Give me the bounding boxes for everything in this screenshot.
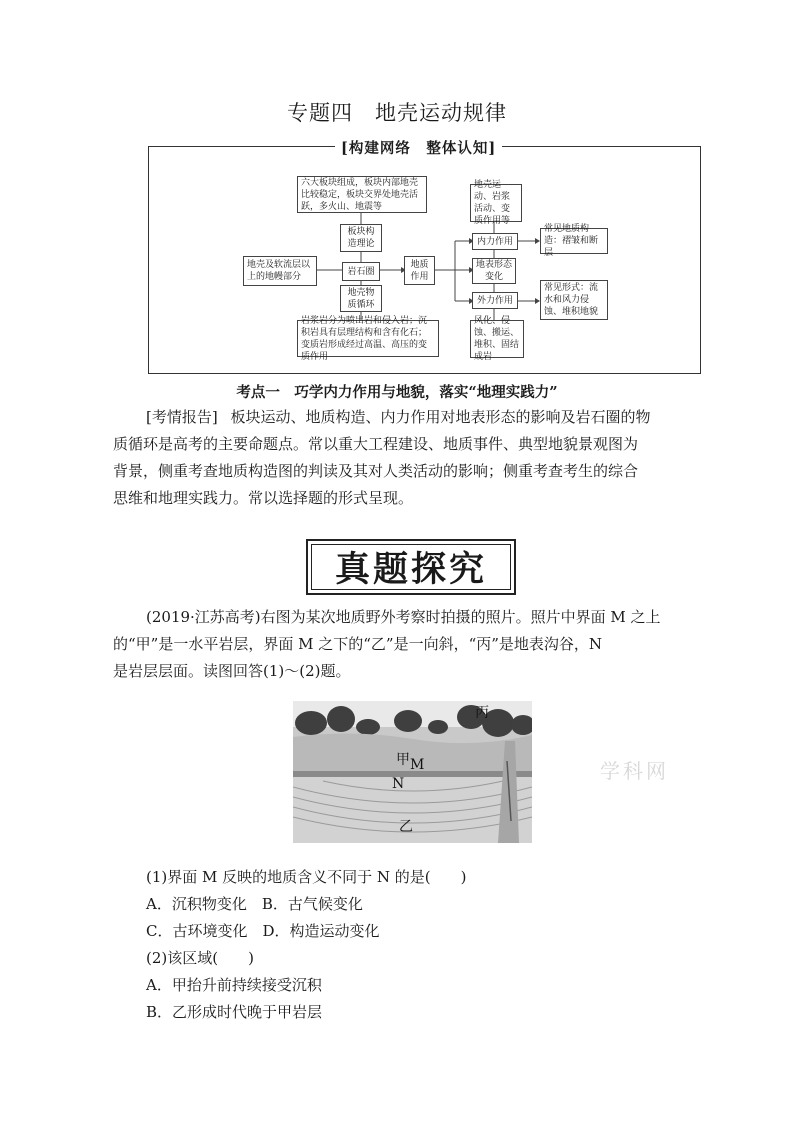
intro-line-1-text: 右图为某次地质野外考察时拍摄的照片。照片中界面 M 之上: [260, 608, 661, 626]
intro-source: (2019·江苏高考): [146, 608, 261, 626]
box-internal-result: 常见地质构造：褶皱和断层: [540, 228, 608, 254]
watermark: 学科网: [600, 759, 669, 783]
box-plates-info: 六大板块组成，板块内部地壳比较稳定，板块交界处地壳活跃，多火山、地震等: [297, 176, 427, 213]
report-line-2: 质循环是高考的主要命题点。常以重大工程建设、地质事件、典型地貌景观图为: [113, 435, 639, 453]
report-line-1: [146, 404, 686, 431]
intro-line-2: 的“甲”是一水平岩层，界面 M 之下的“乙”是一向斜，“丙”是地表沟谷，N: [113, 635, 603, 653]
box-plate-theory: 板块构造理论: [340, 224, 382, 252]
report-line-4: 思维和地理实践力。常以选择题的形式呈现。: [113, 489, 414, 507]
report-line-3: 背景，侧重考查地质构造图的判读及其对人类活动的影响；侧重考查考生的综合: [113, 462, 639, 480]
box-mantle: 地壳及软流层以上的地幔部分: [243, 256, 317, 286]
box-rock-info: 岩浆岩分为喷出岩和侵入岩；沉积岩具有层理结构和含有化石；变质岩形成经过高温、高压的变质作用: [297, 320, 439, 357]
box-external: 外力作用: [472, 292, 518, 309]
box-external-result: 常见形式：流水和风力侵蚀、堆积地貌: [540, 280, 608, 320]
q1-options-row1: A．沉积物变化 B．古气候变化: [146, 895, 363, 913]
label-m: M: [410, 757, 425, 773]
box-external-forms: 风化、侵蚀、搬运、堆积、固结成岩: [470, 320, 524, 358]
intro-line-3: 是岩层层面。读图回答(1)～(2)题。: [113, 662, 351, 680]
label-jia: 甲: [396, 752, 410, 768]
box-geo-process: 地质作用: [404, 256, 435, 285]
q2-option-b: B．乙形成时代晚于甲岩层: [146, 1003, 323, 1021]
intro-line-1: [146, 604, 686, 631]
page-title: 专题四 地壳运动规律: [287, 101, 507, 125]
q2-stem: (2)该区域( ): [146, 949, 254, 967]
q1-options-row2: C．古环境变化 D．构造运动变化: [146, 922, 380, 940]
box-rock-cycle: 地壳物质循环: [340, 285, 382, 312]
label-bing: 丙: [475, 705, 489, 721]
network-label: [构建网络 整体认知]: [335, 137, 502, 158]
banner-title: 真题探究: [311, 544, 511, 590]
section-heading: 考点一 巧学内力作用与地貌，落实“地理实践力”: [236, 384, 558, 401]
label-n: N: [392, 776, 405, 792]
box-lithosphere: 岩石圈: [342, 262, 380, 281]
label-yi: 乙: [399, 819, 413, 835]
box-landform-change: 地表形态变化: [472, 258, 516, 284]
report-line-1-text: 板块运动、地质构造、内力作用对地表形态的影响及岩石圈的物: [230, 408, 651, 426]
report-tag: [考情报告]: [146, 408, 218, 426]
box-internal-forms: 地壳运动、岩浆活动、变质作用等: [470, 184, 522, 222]
box-internal: 内力作用: [472, 233, 518, 250]
q2-option-a: A．甲抬升前持续接受沉积: [146, 976, 322, 994]
q1-stem: (1)界面 M 反映的地质含义不同于 N 的是( ): [146, 868, 467, 886]
geology-photo: [293, 701, 532, 843]
